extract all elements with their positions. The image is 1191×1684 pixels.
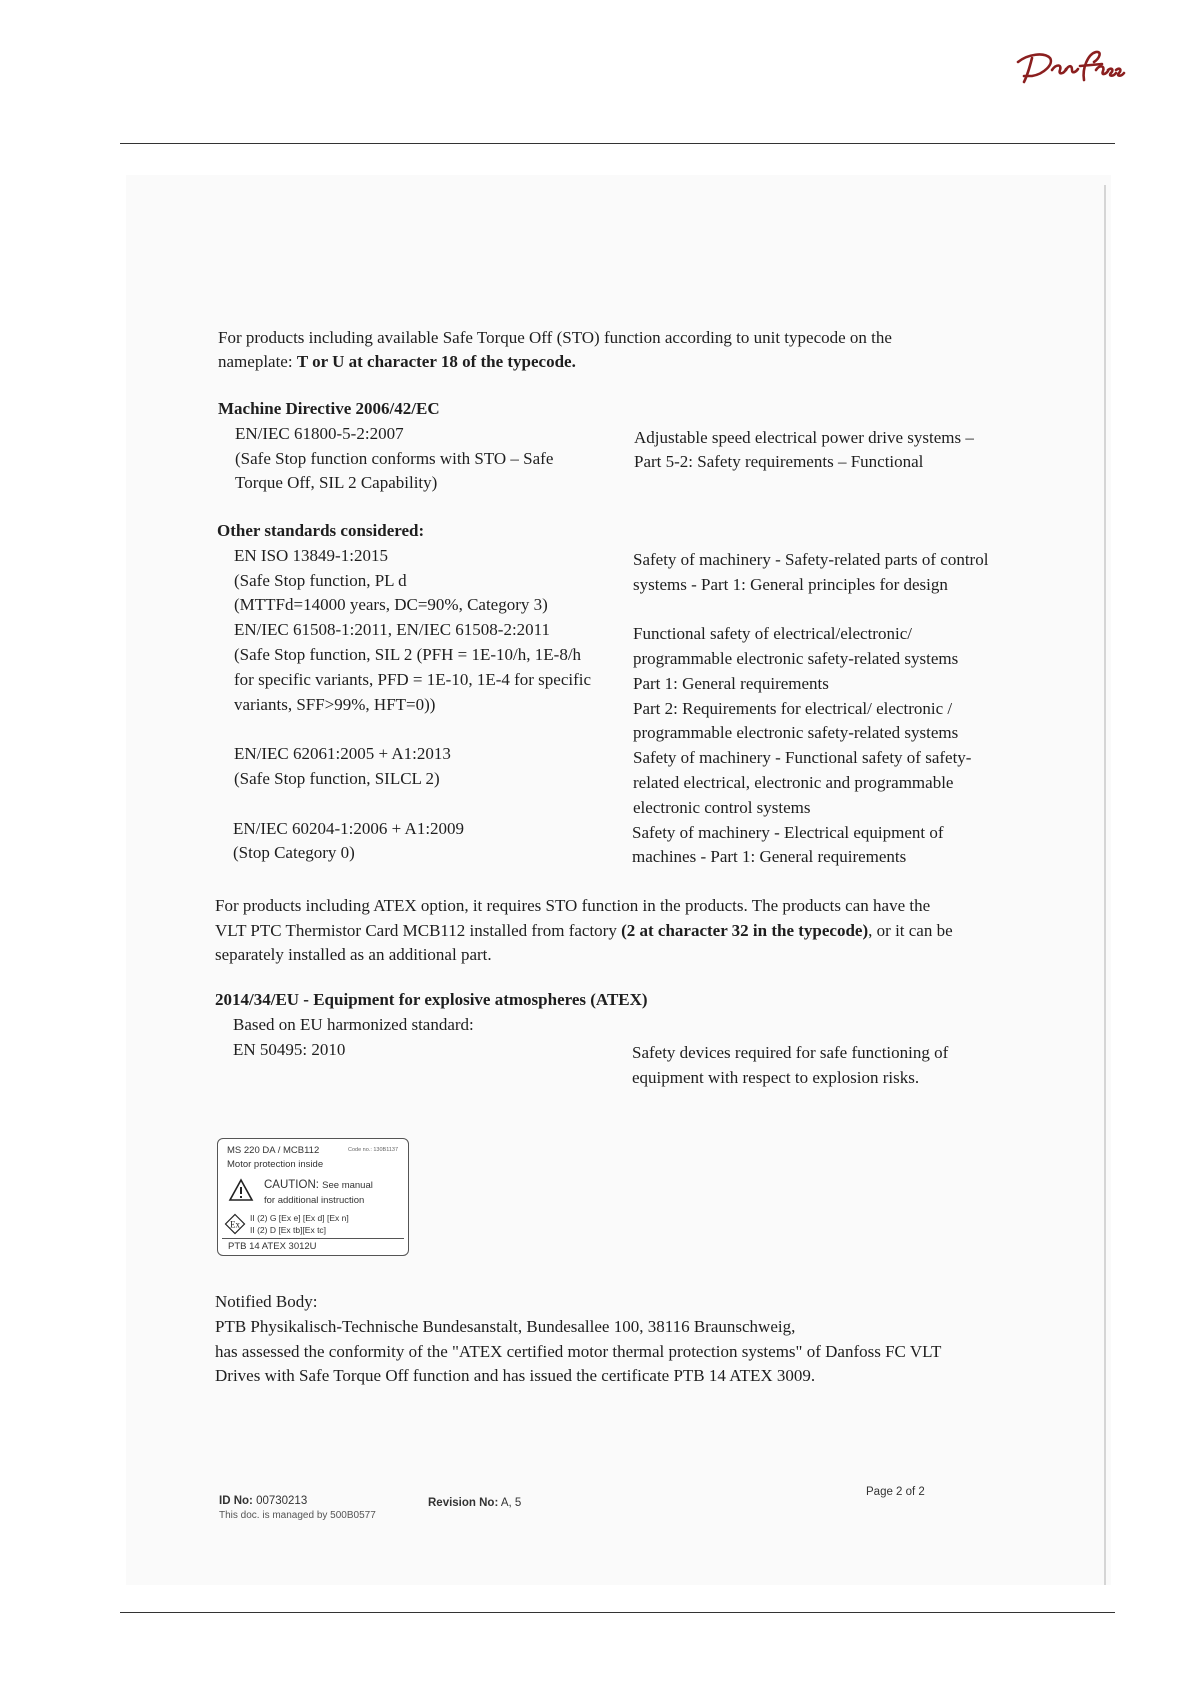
atex-right-2: equipment with respect to explosion risks. bbox=[632, 1068, 920, 1087]
label-certificate: PTB 14 ATEX 3012U bbox=[228, 1241, 317, 1252]
os-left-5: (Safe Stop function, SIL 2 (PFH = 1E-10/h, 1E-8/h bbox=[234, 645, 582, 664]
md-left-1: EN/IEC 61800-5-2:2007 bbox=[235, 424, 404, 443]
machine-directive-heading: Machine Directive 2006/42/EC bbox=[218, 399, 440, 418]
os-left-7: variants, SFF>99%, HFT=0)) bbox=[234, 695, 436, 714]
md-left-3: Torque Off, SIL 2 Capability) bbox=[235, 473, 438, 492]
svg-text:Ex: Ex bbox=[230, 1219, 240, 1230]
os-left-10: EN/IEC 60204-1:2006 + A1:2009 bbox=[233, 819, 465, 838]
footer-id: ID No: 00730213 bbox=[219, 1495, 308, 1507]
label-model: MS 220 DA / MCB112 bbox=[227, 1145, 320, 1156]
label-caution-line-2: for additional instruction bbox=[264, 1195, 365, 1206]
md-right-1: Adjustable speed electrical power drive systems – bbox=[634, 428, 974, 447]
os-left-9: (Safe Stop function, SILCL 2) bbox=[234, 769, 440, 788]
os-right-3: Functional safety of electrical/electronic/ bbox=[633, 624, 912, 643]
os-right-2: systems - Part 1: General principles for design bbox=[633, 575, 948, 594]
notified-body-heading: Notified Body: bbox=[215, 1292, 318, 1311]
os-right-10: electronic control systems bbox=[633, 798, 811, 817]
label-caution: CAUTION: See manual bbox=[264, 1179, 373, 1191]
label-motor-protection: Motor protection inside bbox=[227, 1159, 324, 1170]
os-left-1: EN ISO 13849-1:2015 bbox=[234, 546, 388, 565]
os-left-3: (MTTFd=14000 years, DC=90%, Category 3) bbox=[234, 595, 548, 614]
label-ex-line-1: II (2) G [Ex e] [Ex d] [Ex n] bbox=[250, 1213, 349, 1223]
atex-right-1: Safety devices required for safe functioning of bbox=[632, 1043, 949, 1062]
os-left-11: (Stop Category 0) bbox=[233, 843, 355, 862]
label-ex-line-2: II (2) D [Ex tb][Ex tc] bbox=[250, 1225, 327, 1235]
notified-body-line-2: has assessed the conformity of the "ATEX certified motor thermal protection systems" of Danfoss FC VLT bbox=[215, 1342, 942, 1361]
label-code: Code no.: 130B1137 bbox=[348, 1147, 399, 1153]
atex-heading: 2014/34/EU - Equipment for explosive atmospheres (ATEX) bbox=[215, 990, 648, 1009]
intro-line-1: For products including available Safe Torque Off (STO) function according to unit typecode on the bbox=[218, 328, 892, 347]
notified-body-line-1: PTB Physikalisch-Technische Bundesanstalt, Bundesallee 100, 38116 Braunschweig, bbox=[215, 1317, 796, 1336]
product-label bbox=[217, 1138, 409, 1256]
os-right-5: Part 1: General requirements bbox=[633, 674, 829, 693]
footer-revision: Revision No: A, 5 bbox=[428, 1497, 522, 1509]
os-right-9: related electrical, electronic and programmable bbox=[633, 773, 954, 792]
os-right-8: Safety of machinery - Functional safety of safety- bbox=[633, 748, 972, 767]
atex-left-2: EN 50495: 2010 bbox=[233, 1040, 346, 1059]
intro-line-2: nameplate: T or U at character 18 of the typecode. bbox=[218, 352, 576, 371]
other-standards-heading: Other standards considered: bbox=[217, 521, 425, 540]
footer-managed: This doc. is managed by 500B0577 bbox=[219, 1510, 376, 1521]
footer-rule bbox=[120, 1612, 1115, 1613]
os-left-6: for specific variants, PFD = 1E-10, 1E-4 for specific bbox=[234, 670, 592, 689]
os-right-12: machines - Part 1: General requirements bbox=[632, 847, 907, 866]
atex-left-1: Based on EU harmonized standard: bbox=[233, 1015, 474, 1034]
warning-icon bbox=[228, 1178, 254, 1202]
os-left-2: (Safe Stop function, PL d bbox=[234, 571, 407, 590]
os-left-8: EN/IEC 62061:2005 + A1:2013 bbox=[234, 744, 451, 763]
atex-intro-line-1: For products including ATEX option, it requires STO function in the products. The products can have the bbox=[215, 896, 931, 915]
md-right-2: Part 5-2: Safety requirements – Functional bbox=[634, 452, 924, 471]
danfoss-logo bbox=[1010, 40, 1130, 90]
footer-page-number: Page 2 of 2 bbox=[866, 1486, 925, 1498]
md-left-2: (Safe Stop function conforms with STO – Safe bbox=[235, 449, 554, 468]
os-left-4: EN/IEC 61508-1:2011, EN/IEC 61508-2:2011 bbox=[234, 620, 551, 639]
atex-intro-line-3: separately installed as an additional part. bbox=[215, 945, 492, 964]
os-right-7: programmable electronic safety-related systems bbox=[633, 723, 959, 742]
header-rule bbox=[120, 143, 1115, 144]
os-right-6: Part 2: Requirements for electrical/ electronic / bbox=[633, 699, 953, 718]
notified-body-line-3: Drives with Safe Torque Off function and has issued the certificate PTB 14 ATEX 3009. bbox=[215, 1366, 816, 1385]
scan-edge bbox=[1104, 185, 1106, 1585]
ex-mark-icon bbox=[224, 1213, 246, 1235]
os-right-4: programmable electronic safety-related systems bbox=[633, 649, 959, 668]
label-divider bbox=[222, 1238, 404, 1239]
os-right-1: Safety of machinery - Safety-related parts of control bbox=[633, 550, 989, 569]
atex-intro-line-2: VLT PTC Thermistor Card MCB112 installed from factory (2 at character 32 in the typecode), or it can be bbox=[215, 921, 953, 940]
os-right-11: Safety of machinery - Electrical equipment of bbox=[632, 823, 944, 842]
